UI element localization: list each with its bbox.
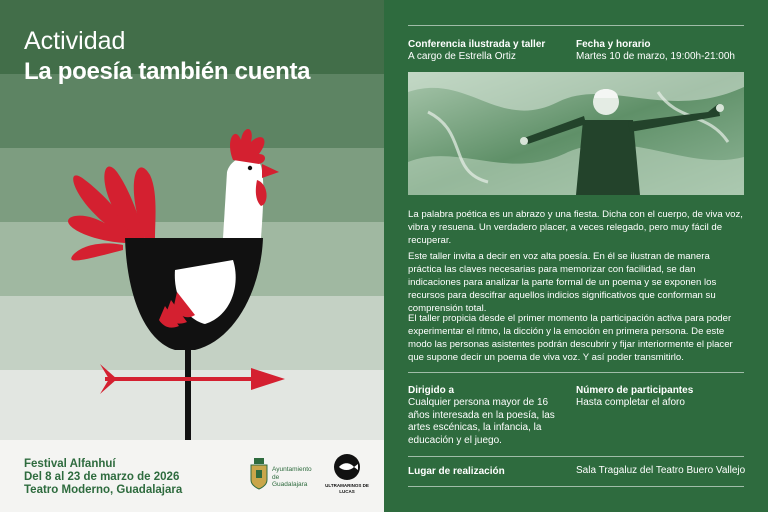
- ultramarinos-logo: [325, 454, 369, 498]
- audience-value: Cualquier persona mayor de 16 años interesada en la poesía, las artes escénicas, la infancia, la educación y el juego.: [408, 397, 555, 446]
- divider: [408, 456, 744, 457]
- poster-right-panel: [384, 0, 768, 512]
- fish-icon: [334, 454, 360, 480]
- participants-label: Número de participantes: [576, 385, 694, 396]
- poster-kicker: Actividad: [24, 27, 126, 55]
- ultramarinos-logo-text: ULTRAMARINOS DE LUCAS: [325, 483, 369, 494]
- coat-of-arms-icon: [250, 458, 268, 490]
- festival-dates: Del 8 al 23 de marzo de 2026: [24, 471, 180, 483]
- poster-title: La poesía también cuenta: [24, 58, 311, 85]
- festival-venue: Teatro Moderno, Guadalajara: [24, 484, 183, 496]
- description-paragraph-3: El taller propicia desde el primer momento la participación activa para poder experimentar el ritmo, la dicción y la emoción en primera persona. De este modo las personas asistentes podrán descubrir y fijar interiormente el placer que supone decir un poema de viva voz. Y así poder transmitirlo.: [408, 313, 733, 363]
- schedule-label: Fecha y horario: [576, 39, 651, 50]
- speaker-photo: [408, 72, 744, 195]
- location-label: Lugar de realización: [408, 466, 505, 477]
- description-paragraph-1: La palabra poética es un abrazo y una fiesta. Dicha con el cuerpo, de viva voz, vibra y resuena. Un verdadero placer, a veces relegado, pero muy fácil de recuperar.: [408, 209, 743, 246]
- divider: [408, 372, 744, 373]
- ayuntamiento-logo: [250, 458, 310, 492]
- festival-name: Festival Alfanhuí: [24, 458, 116, 470]
- audience-label: Dirigido a: [408, 385, 455, 396]
- ayuntamiento-logo-text: Ayuntamiento de Guadalajara: [272, 466, 312, 488]
- event-host: A cargo de Estrella Ortiz: [408, 51, 516, 62]
- event-type-label: Conferencia ilustrada y taller: [408, 39, 546, 50]
- divider: [408, 486, 744, 487]
- schedule-value: Martes 10 de marzo, 19:00h-21:00h: [576, 51, 735, 62]
- participants-value: Hasta completar el aforo: [576, 397, 685, 408]
- location-value: Sala Tragaluz del Teatro Buero Vallejo: [576, 465, 746, 476]
- rooster-weathervane-illustration: [55, 120, 305, 440]
- description-paragraph-2: Este taller invita a decir en voz alta poesía. En él se ilustran de manera práctica las claves necesarias para memorizar con facilidad, se dan indicaciones para analizar la parte formal de un poema y se exponen los recursos para descifrar aquellos indicios significativos que conforman su comprensión total.: [408, 251, 717, 314]
- festival-info: [24, 458, 182, 497]
- divider: [408, 25, 744, 26]
